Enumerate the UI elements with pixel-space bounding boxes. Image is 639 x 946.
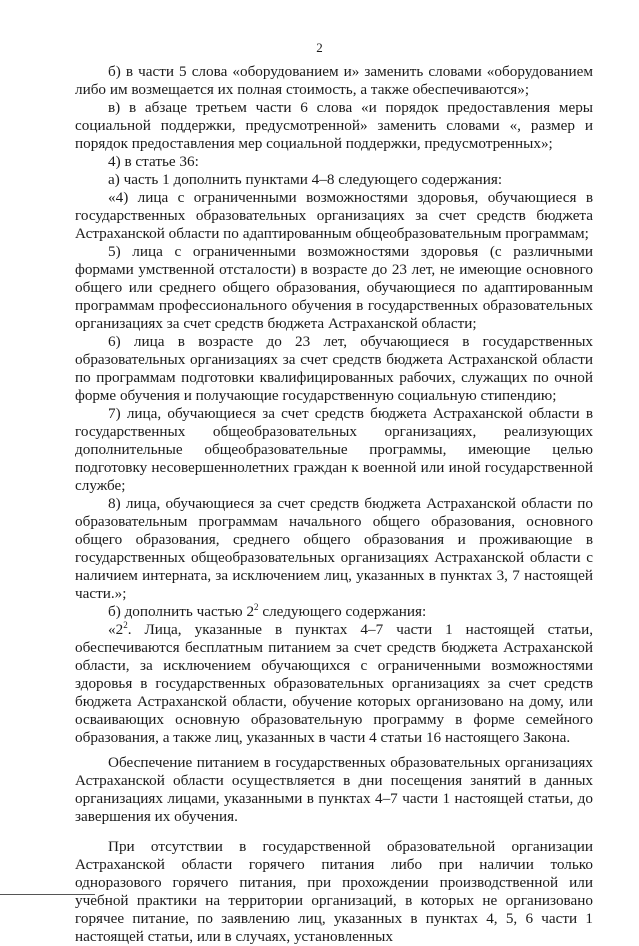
paragraph: а) часть 1 дополнить пунктами 4–8 следующего содержания:	[108, 171, 503, 188]
paragraph: 7) лица, обучающиеся за счет средств бюджета Астраханской области в государственных общеобразовательных организациях, реализующих дополнительные общеобразовательные программы, имеющие целью подготовку несовершеннолетних граждан к военной или иной государственной службе;	[75, 405, 593, 494]
paragraph: 5) лица с ограниченными возможностями здоровья (с различными формами умственной отсталости) в возрасте до 23 лет, не имеющие основного общего или среднего общего образования, обучающиеся по адаптированным программам профессионального обучения в государственных образовательных организациях за счет средств бюджета Астраханской области;	[75, 243, 593, 332]
footer-divider	[0, 894, 95, 895]
superscript: 2	[254, 601, 259, 612]
paragraph: Обеспечение питанием в государственных образовательных организациях Астраханской области осуществляется в дни посещения занятий в данных организациях лицами, указанными в пунктах 4–7 части 1 настоящей статьи, до завершения их обучения.	[75, 754, 593, 825]
paragraph: «4) лица с ограниченными возможностями здоровья, обучающиеся в государственных образовательных организациях за счет средств бюджета Астраханской области по адаптированным общеобразовательным программам;	[75, 189, 593, 242]
document-body	[75, 63, 593, 946]
paragraph: б) в части 5 слова «оборудованием и» заменить словами «оборудованием либо им возмещается их полная стоимость, а также обеспечиваются»;	[75, 63, 593, 98]
page-number: 2	[316, 40, 323, 55]
paragraph: 6) лица в возрасте до 23 лет, обучающиеся в государственных образовательных организациях за счет средств бюджета Астраханской области по программам подготовки квалифицированных рабочих, служащих по очной форме обучения и получающие государственную социальную стипендию;	[75, 333, 593, 404]
paragraph: 4) в статье 36:	[108, 153, 199, 170]
paragraph: б) дополнить частью $2^2$ следующего содержания:	[108, 601, 427, 620]
paragraph: 8) лица, обучающиеся за счет средств бюджета Астраханской области по образовательным программам начального общего образования, основного общего образования, среднего общего образования и проживающие в государственных общеобразовательных организациях Астраханской области с наличием интерната, за исключением лиц, указанных в пунктах 3, 7 настоящей части.»;	[75, 495, 593, 602]
superscript: 2	[123, 619, 128, 630]
paragraph: При отсутствии в государственной образовательной организации Астраханской области горячего питания либо при наличии только одноразового горячего питания, при прохождении производственной или учебной практики на территории организаций, в которых не организовано горячее питание, по заявлению лиц, указанных в пунктах 4, 5, 6 части 1 настоящей статьи, или в случаях, установленных	[75, 838, 593, 945]
paragraph: в) в абзаце третьем части 6 слова «и порядок предоставления меры социальной поддержки, предусмотренной» заменить словами «, размер и порядок предоставления мер социальной поддержки, предусмотренных»;	[75, 99, 593, 152]
paragraph: «$2^2$. Лица, указанные в пунктах 4–7 части 1 настоящей статьи, обеспечиваются бесплатным питанием за счет средств бюджета Астраханской области, за исключением обучающихся с ограниченными возможностями здоровья в государственных образовательных организациях за счет средств бюджета Астраханской области, обучение которых организовано на дому, или осваивающих основную образовательную программу в форме семейного образования, а также лиц, указанных в части 4 статьи 16 настоящего Закона.	[75, 619, 593, 746]
